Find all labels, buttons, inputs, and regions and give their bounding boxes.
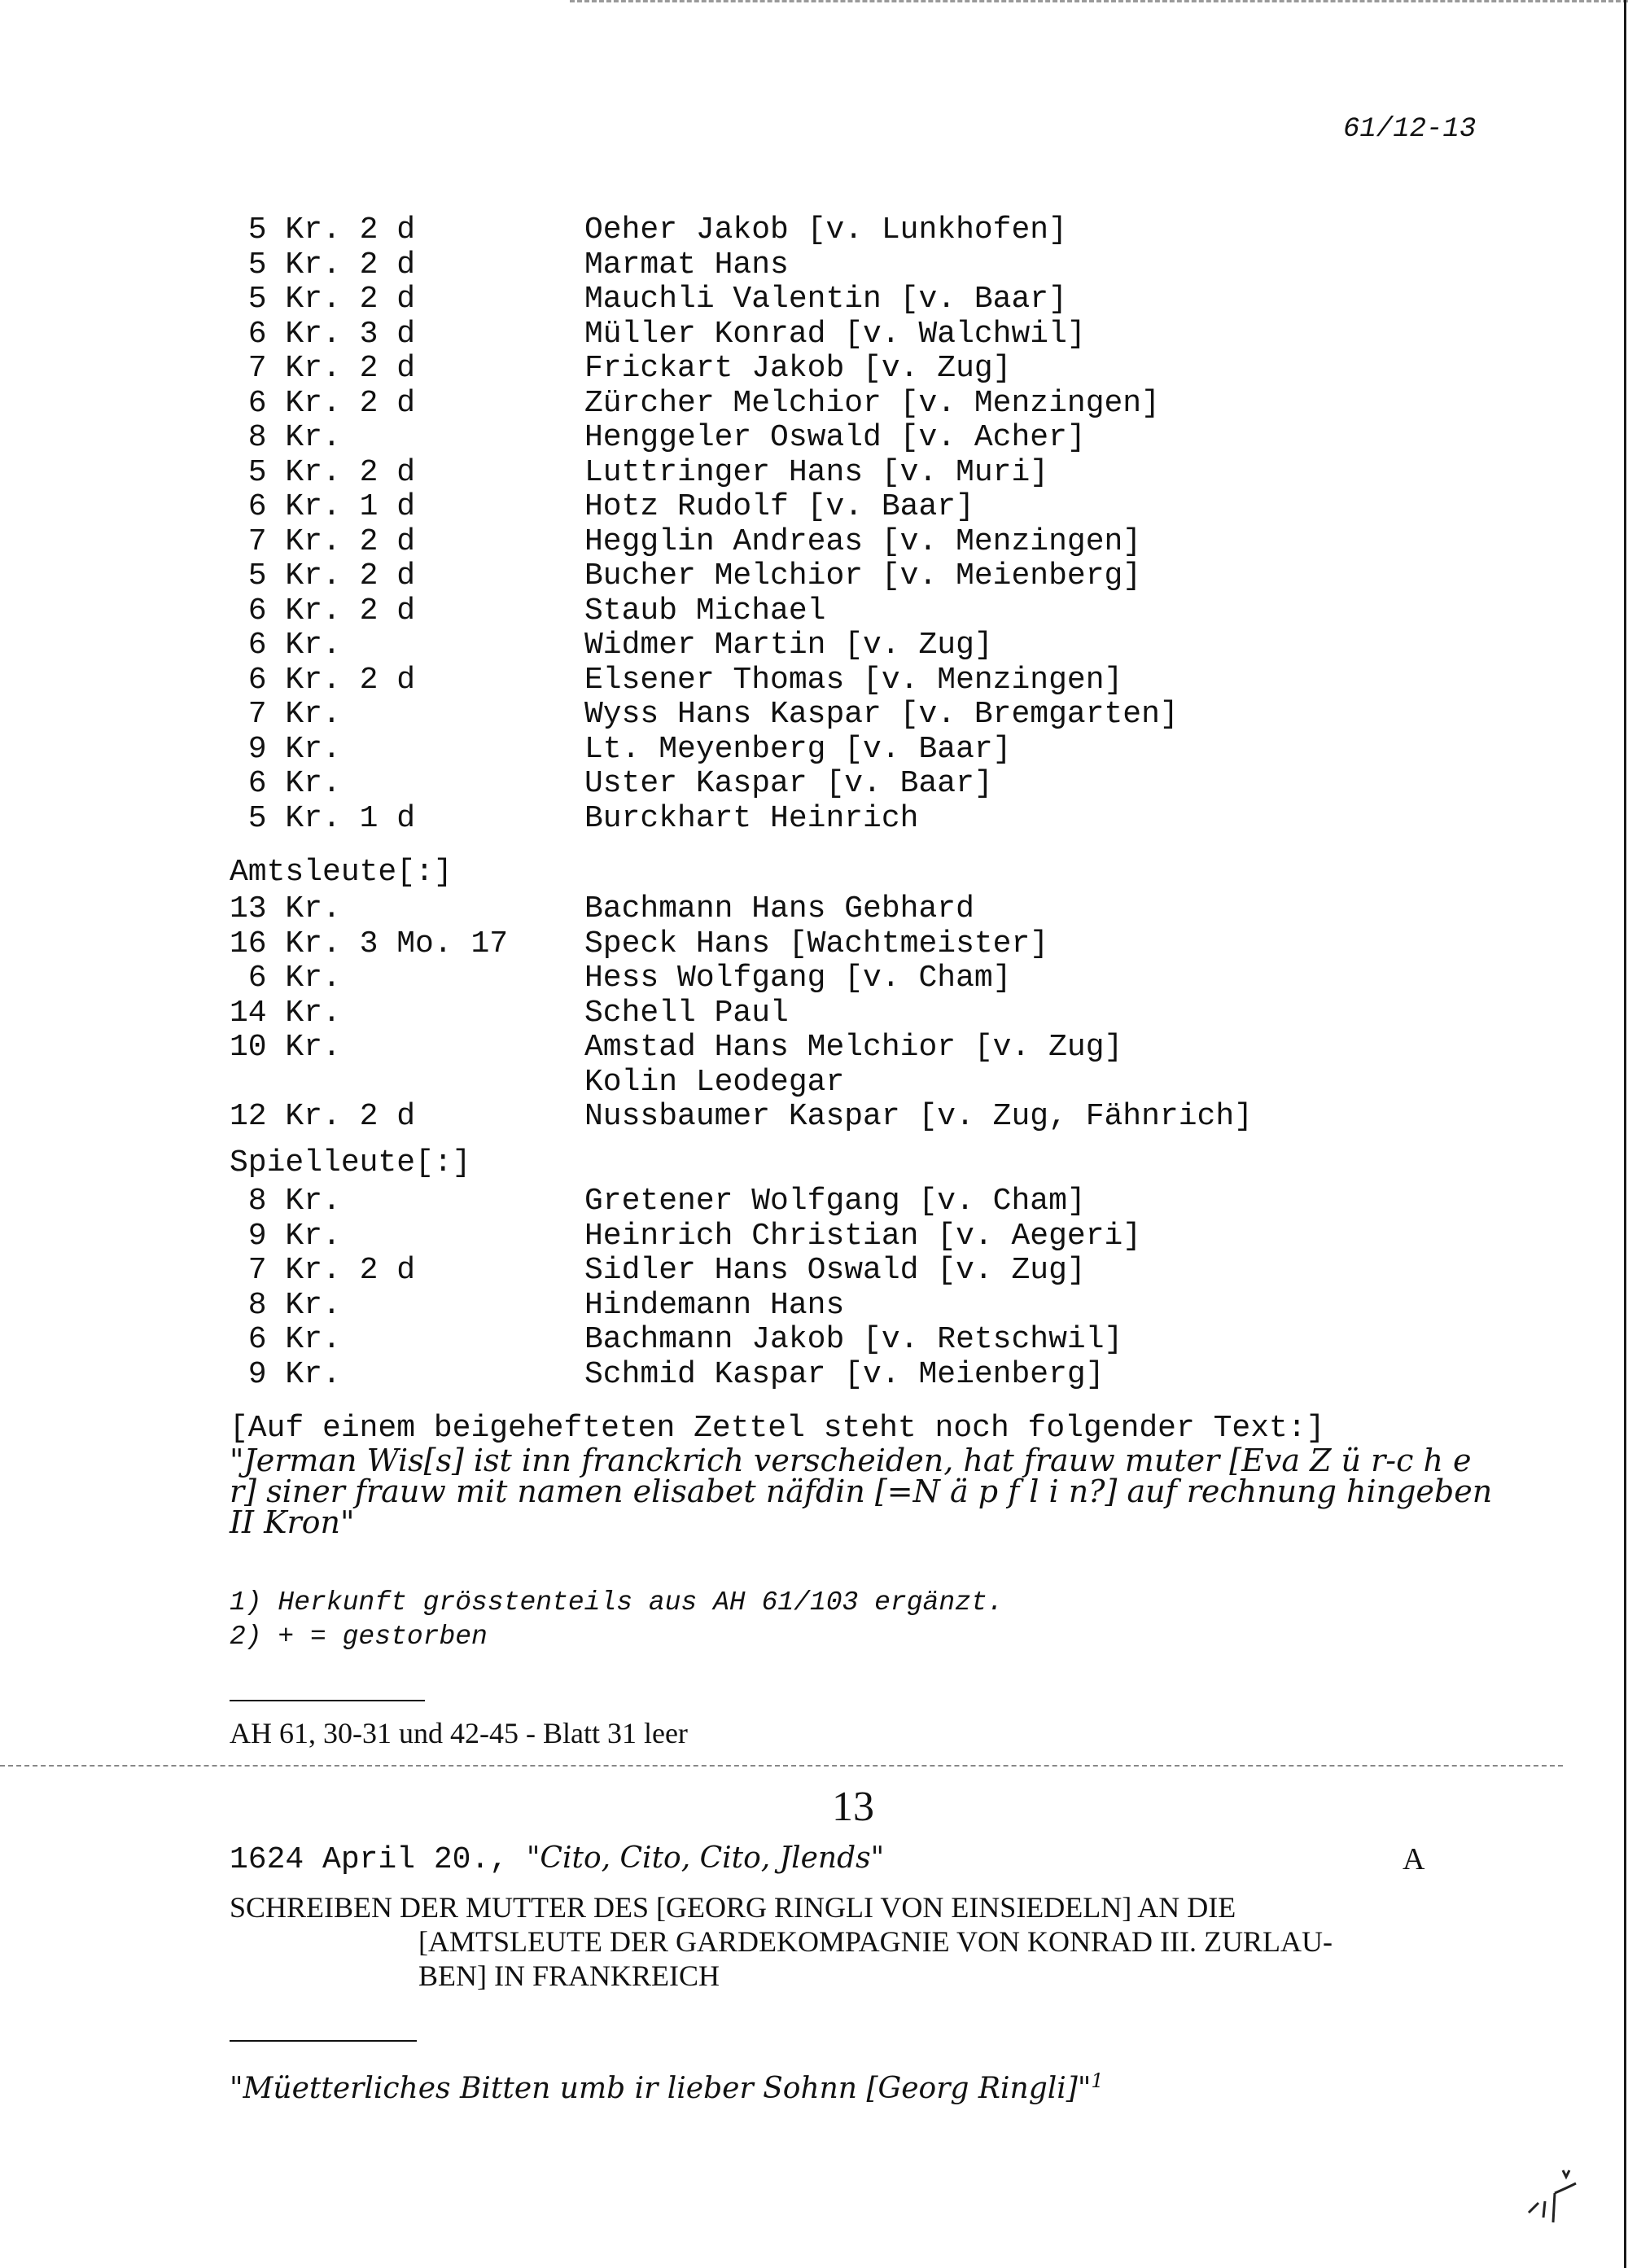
- list-row: [230, 1031, 1451, 1066]
- document-heading: [230, 1890, 1499, 1993]
- heading-line: [AMTSLEUTE DER GARDEKOMPAGNIE VON KONRAD III. ZURLAU-: [418, 1925, 1333, 1958]
- person-name: Kolin Leodegar: [584, 1064, 845, 1100]
- payment-amount: 6 Kr. 1 d: [230, 489, 416, 524]
- note-quote: "Jerman Wis[s] ist inn franckrich verscheiden, hat frauw muter [Eva Z ü r-c h e r] siner frauw mit namen elisabet näfdin [=N ä p f l i n?] auf rechnung hingeben II Kron": [230, 1443, 1493, 1540]
- payment-amount: 9 Kr.: [230, 1356, 341, 1392]
- list-row: [230, 525, 1451, 560]
- person-name: Schmid Kaspar [v. Meienberg]: [584, 1356, 1105, 1392]
- payment-amount: 5 Kr. 2 d: [230, 282, 416, 317]
- payment-amount: 8 Kr.: [230, 420, 341, 455]
- list-row: [230, 1254, 1451, 1289]
- payment-amount: 9 Kr.: [230, 731, 341, 767]
- payment-amount: 8 Kr.: [230, 1287, 341, 1323]
- list-row: [230, 1219, 1451, 1254]
- scan-edge-right: [1624, 0, 1626, 2268]
- person-name: Zürcher Melchior [v. Menzingen]: [584, 385, 1160, 421]
- person-name: Bachmann Jakob [v. Retschwil]: [584, 1322, 1123, 1357]
- person-name: Hegglin Andreas [v. Menzingen]: [584, 523, 1142, 559]
- person-name: Mauchli Valentin [v. Baar]: [584, 282, 1067, 317]
- payment-amount: 5 Kr. 1 d: [230, 800, 416, 836]
- payment-amount: 5 Kr. 2 d: [230, 212, 416, 247]
- list-row: [230, 421, 1451, 456]
- list-row: [230, 892, 1451, 927]
- person-name: Schell Paul: [584, 995, 789, 1031]
- person-name: Hotz Rudolf [v. Baar]: [584, 489, 974, 524]
- payment-amount: 6 Kr. 2 d: [230, 662, 416, 698]
- person-name: Müller Konrad [v. Walchwil]: [584, 316, 1086, 352]
- person-name: Widmer Martin [v. Zug]: [584, 628, 993, 663]
- heading-line: BEN] IN FRANKREICH: [418, 1959, 720, 1992]
- date-line: [230, 1841, 884, 1877]
- person-name: Heinrich Christian [v. Aegeri]: [584, 1218, 1142, 1254]
- list-row: [230, 733, 1451, 768]
- payment-amount: 9 Kr.: [230, 1218, 341, 1254]
- list-row: [230, 456, 1451, 491]
- payment-amount: 14 Kr.: [230, 995, 341, 1031]
- payment-amount: 5 Kr. 2 d: [230, 558, 416, 593]
- payment-amount: 5 Kr. 2 d: [230, 454, 416, 490]
- list-row: [230, 663, 1451, 698]
- payment-amount: 6 Kr. 2 d: [230, 385, 416, 421]
- person-name: Amstad Hans Melchior [v. Zug]: [584, 1030, 1123, 1065]
- payment-amount: 7 Kr.: [230, 697, 341, 732]
- scan-divider: [0, 1765, 1563, 1767]
- heading-line: SCHREIBEN DER MUTTER DES [GEORG RINGLI VON EINSIEDELN] AN DIE: [230, 1891, 1236, 1924]
- amtsleute-label: Amtsleute[:]: [230, 855, 453, 890]
- person-name: Frickart Jakob [v. Zug]: [584, 351, 1012, 386]
- payment-amount: 6 Kr. 3 d: [230, 316, 416, 352]
- list-row: [230, 698, 1451, 733]
- list-row: [230, 1066, 1451, 1101]
- payment-amount: 6 Kr.: [230, 961, 341, 996]
- person-name: Oeher Jakob [v. Lunkhofen]: [584, 212, 1067, 247]
- payment-amount: 6 Kr.: [230, 628, 341, 663]
- list-row: [230, 594, 1451, 629]
- person-name: Hindemann Hans: [584, 1287, 845, 1323]
- payment-amount: 13 Kr.: [230, 891, 341, 926]
- person-name: Hess Wolfgang [v. Cham]: [584, 961, 1012, 996]
- person-name: Nussbaumer Kaspar [v. Zug, Fähnrich]: [584, 1099, 1253, 1134]
- list-row: [230, 1289, 1451, 1324]
- list-row: [230, 1323, 1451, 1358]
- spielleute-label: Spielleute[:]: [230, 1145, 471, 1180]
- document-number: 13: [832, 1784, 874, 1830]
- person-name: Sidler Hans Oswald [v. Zug]: [584, 1253, 1086, 1288]
- list-row: [230, 996, 1451, 1031]
- payment-amount: 7 Kr. 2 d: [230, 351, 416, 386]
- person-name: Gretener Wolfgang [v. Cham]: [584, 1184, 1086, 1219]
- list-row: [230, 317, 1451, 352]
- list-row: [230, 1358, 1451, 1393]
- list-row: [230, 961, 1451, 996]
- amtsleute-list: [230, 892, 1451, 1135]
- list-row: [230, 559, 1451, 594]
- note-intro: [Auf einem beigehefteten Zettel steht noch folgender Text:]: [230, 1411, 1325, 1446]
- person-name: Marmat Hans: [584, 247, 789, 282]
- person-name: Lt. Meyenberg [v. Baar]: [584, 731, 1012, 767]
- incipit: [230, 2069, 1104, 2105]
- person-name: Henggeler Oswald [v. Acher]: [584, 420, 1086, 455]
- scan-edge-top: [570, 0, 1628, 5]
- list-row: [230, 1100, 1451, 1135]
- person-name: Bachmann Hans Gebhard: [584, 891, 974, 926]
- source-line: AH 61, 30-31 und 42-45 - Blatt 31 leer: [230, 1717, 688, 1749]
- document-letter: A: [1403, 1842, 1425, 1876]
- footnote-2: 2) + = gestorben: [230, 1622, 488, 1652]
- incipit-rule: [230, 2040, 417, 2042]
- payment-amount: 5 Kr. 2 d: [230, 247, 416, 282]
- list-row: [230, 213, 1451, 248]
- page-reference: 61/12-13: [1343, 114, 1477, 145]
- person-name: Wyss Hans Kaspar [v. Bremgarten]: [584, 697, 1179, 732]
- incipit-footnote-ref: 1: [1091, 2069, 1104, 2092]
- list-row: [230, 282, 1451, 317]
- payment-amount: 7 Kr. 2 d: [230, 523, 416, 559]
- person-name: Elsener Thomas [v. Menzingen]: [584, 662, 1123, 698]
- list-row: [230, 628, 1451, 663]
- list-row: [230, 1184, 1451, 1219]
- payment-amount: 16 Kr. 3 Mo. 17: [230, 926, 509, 961]
- payment-amount: 10 Kr.: [230, 1030, 341, 1065]
- person-name: Bucher Melchior [v. Meienberg]: [584, 558, 1142, 593]
- list-row: [230, 387, 1451, 422]
- date-quote: "Cito, Cito, Cito, Jlends": [526, 1841, 885, 1875]
- payment-amount: 6 Kr.: [230, 766, 341, 801]
- list-row: [230, 352, 1451, 387]
- list-row: [230, 248, 1451, 283]
- payment-amount: 8 Kr.: [230, 1184, 341, 1219]
- person-name: Uster Kaspar [v. Baar]: [584, 766, 993, 801]
- list-row: [230, 927, 1451, 962]
- payment-amount: 6 Kr. 2 d: [230, 593, 416, 628]
- payment-amount: 7 Kr. 2 d: [230, 1253, 416, 1288]
- handwritten-page-mark-icon: [1522, 2165, 1595, 2231]
- date-text: 1624 April 20.,: [230, 1842, 527, 1877]
- payment-amount: 6 Kr.: [230, 1322, 341, 1357]
- payment-amount: 12 Kr. 2 d: [230, 1099, 416, 1134]
- person-name: Speck Hans [Wachtmeister]: [584, 926, 1049, 961]
- list-row: [230, 490, 1451, 525]
- list-row: [230, 767, 1451, 802]
- list-row: [230, 802, 1451, 837]
- spielleute-list: [230, 1184, 1451, 1392]
- person-name: Burckhart Heinrich: [584, 800, 919, 836]
- incipit-text: "Müetterliches Bitten umb ir lieber Sohnn [Georg Ringli]": [230, 2072, 1092, 2105]
- person-name: Luttringer Hans [v. Muri]: [584, 454, 1049, 490]
- soldiers-list: [230, 213, 1451, 836]
- source-rule: [230, 1700, 425, 1701]
- person-name: Staub Michael: [584, 593, 826, 628]
- footnote-1: 1) Herkunft grösstenteils aus AH 61/103 ergänzt.: [230, 1587, 1004, 1618]
